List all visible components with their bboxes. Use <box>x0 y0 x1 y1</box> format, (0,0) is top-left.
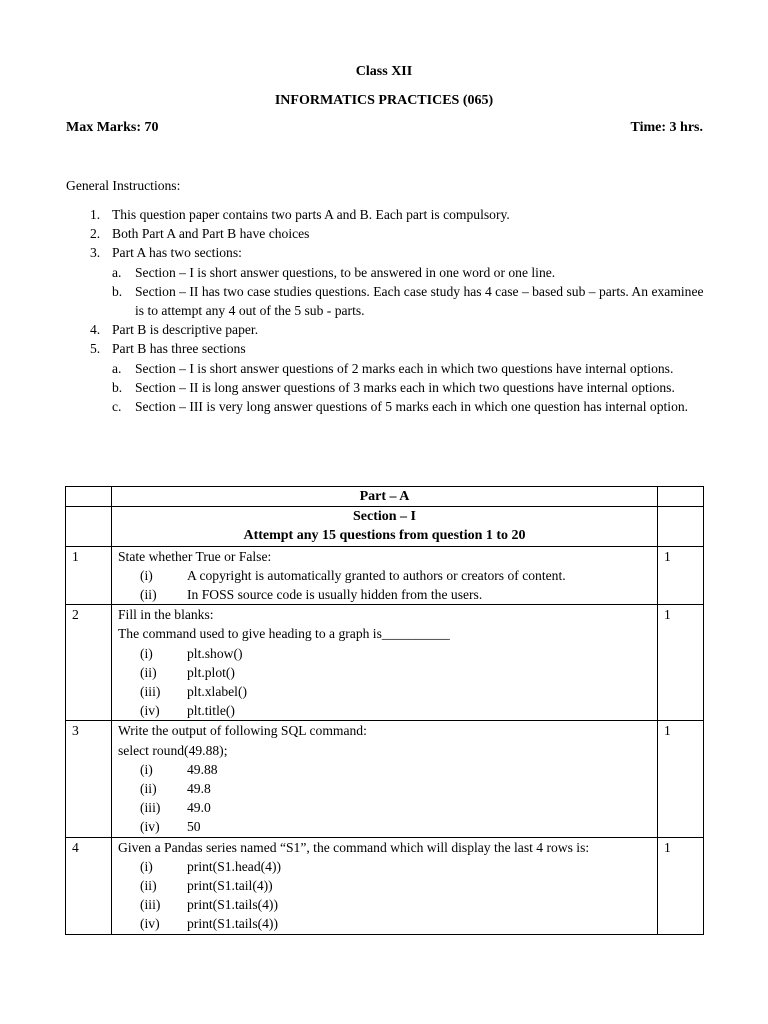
instruction-sub-letter: a. <box>112 360 122 376</box>
option-text: 49.8 <box>187 781 211 797</box>
instruction-sub-letter: a. <box>112 264 122 280</box>
option-label: (iv) <box>140 819 160 835</box>
question-body <box>112 721 658 837</box>
subject-title: INFORMATICS PRACTICES (065) <box>274 93 494 108</box>
option <box>118 798 651 817</box>
option-text: print(S1.head(4)) <box>187 858 281 874</box>
max-marks: Max Marks: 70 <box>66 120 159 135</box>
question-number: 4 <box>66 837 112 934</box>
question-stem: Fill in the blanks: <box>118 607 214 623</box>
instruction-subitem <box>66 263 706 282</box>
instruction-sub-text: Section – III is very long answer questions of 5 marks each in which one question has internal option. <box>135 399 689 415</box>
option-label: (i) <box>140 761 153 777</box>
instructions-list <box>66 205 706 416</box>
section-header <box>112 507 658 546</box>
question-row <box>66 721 704 837</box>
empty-cell <box>66 487 112 507</box>
instruction-text: Both Part A and Part B have choices <box>112 226 310 242</box>
instruction-item <box>66 243 706 262</box>
option-text: plt.plot() <box>187 664 235 680</box>
option-text: print(S1.tails(4)) <box>187 916 278 932</box>
instruction-item <box>66 205 706 224</box>
instruction-text: This question paper contains two parts A and B. Each part is compulsory. <box>112 207 510 222</box>
instruction-subitem <box>66 378 706 397</box>
instruction-text: Part A has two sections: <box>112 245 242 261</box>
instruction-sub-letter: b. <box>112 379 123 395</box>
question-number: 1 <box>66 546 112 605</box>
option-text: print(S1.tails(4)) <box>187 897 278 913</box>
instruction-number: 2. <box>90 226 101 242</box>
instruction-sub-text: Section – II is long answer questions of 3 marks each in which two questions have internal options. <box>135 379 675 395</box>
option <box>118 817 651 836</box>
option-label: (ii) <box>140 781 157 797</box>
part-title: Part – A <box>112 487 658 507</box>
question-marks: 1 <box>658 546 704 605</box>
instruction-text: Part B has three sections <box>112 341 246 357</box>
option <box>118 895 651 914</box>
option <box>118 682 651 701</box>
instruction-number: 4. <box>90 322 101 338</box>
option-text: print(S1.tail(4)) <box>187 878 273 894</box>
option-label: (ii) <box>140 878 157 894</box>
empty-cell <box>658 507 704 546</box>
question-stem: select round(49.88); <box>118 742 228 758</box>
option-label: (iii) <box>140 897 161 913</box>
empty-cell <box>66 507 112 546</box>
instruction-item <box>66 224 706 243</box>
time-allowed: Time: 3 hrs. <box>630 120 703 135</box>
question-table <box>65 486 704 935</box>
question-body <box>112 605 658 721</box>
instruction-number: 3. <box>90 245 101 261</box>
option-label: (i) <box>140 858 153 874</box>
section-title: Section – I <box>353 509 416 525</box>
class-title: Class XII <box>355 64 413 79</box>
option-label: (i) <box>140 567 153 583</box>
option-text: plt.show() <box>187 645 243 661</box>
option <box>118 585 651 604</box>
option <box>118 914 651 933</box>
option-label: (i) <box>140 645 153 661</box>
option <box>118 663 651 682</box>
option-text: 49.88 <box>187 761 218 777</box>
instruction-sub-text: Section – I is short answer questions of 2 marks each in which two questions have internal options. <box>135 360 674 376</box>
instruction-item <box>66 320 706 339</box>
general-instructions-label: General Instructions: <box>66 178 181 193</box>
option-text: plt.xlabel() <box>187 684 248 700</box>
option-text: 50 <box>187 819 201 835</box>
question-row <box>66 837 704 934</box>
instruction-sub-text: Section – I is short answer questions, to be answered in one word or one line. <box>135 264 556 280</box>
instruction-sub-text: Section – II has two case studies questions. Each case study has 4 case – based sub – parts. An examinee is to attempt any 4 out of the 5 sub - parts. <box>135 283 704 319</box>
option-label: (iii) <box>140 800 161 816</box>
option-label: (iii) <box>140 684 161 700</box>
table-row <box>66 487 704 507</box>
option-label: (ii) <box>140 664 157 680</box>
question-stem: The command used to give heading to a graph is__________ <box>118 626 450 642</box>
question-marks: 1 <box>658 837 704 934</box>
marks-time-row <box>66 118 703 137</box>
question-body <box>112 546 658 605</box>
option <box>118 857 651 876</box>
instruction-number: 1. <box>90 207 101 222</box>
question-row <box>66 546 704 605</box>
instruction-subitem <box>66 359 706 378</box>
question-marks: 1 <box>658 721 704 837</box>
option <box>118 876 651 895</box>
table-row <box>66 507 704 546</box>
instruction-item <box>66 339 706 358</box>
question-number: 3 <box>66 721 112 837</box>
attempt-note: Attempt any 15 questions from question 1 to 20 <box>243 528 526 544</box>
empty-cell <box>658 487 704 507</box>
question-number: 2 <box>66 605 112 721</box>
option-label: (ii) <box>140 587 157 603</box>
instruction-sub-letter: b. <box>112 283 123 299</box>
instruction-text: Part B is descriptive paper. <box>112 322 259 338</box>
option-text: plt.title() <box>187 703 235 719</box>
question-stem: Write the output of following SQL command: <box>118 723 367 739</box>
option-text: A copyright is automatically granted to authors or creators of content. <box>187 567 566 583</box>
option-label: (iv) <box>140 916 160 932</box>
question-stem: Given a Pandas series named “S1”, the command which will display the last 4 rows is: <box>118 839 590 855</box>
question-marks: 1 <box>658 605 704 721</box>
instruction-number: 5. <box>90 341 101 357</box>
option-label: (iv) <box>140 703 160 719</box>
option-text: 49.0 <box>187 800 211 816</box>
question-body <box>112 837 658 934</box>
option-text: In FOSS source code is usually hidden from the users. <box>187 587 483 603</box>
instruction-subitem <box>66 397 706 416</box>
option <box>118 760 651 779</box>
option <box>118 566 651 585</box>
question-row <box>66 605 704 721</box>
option <box>118 701 651 720</box>
option <box>118 644 651 663</box>
question-stem: State whether True or False: <box>118 548 272 564</box>
instruction-sub-letter: c. <box>112 399 122 415</box>
option <box>118 779 651 798</box>
instruction-subitem <box>66 282 706 320</box>
